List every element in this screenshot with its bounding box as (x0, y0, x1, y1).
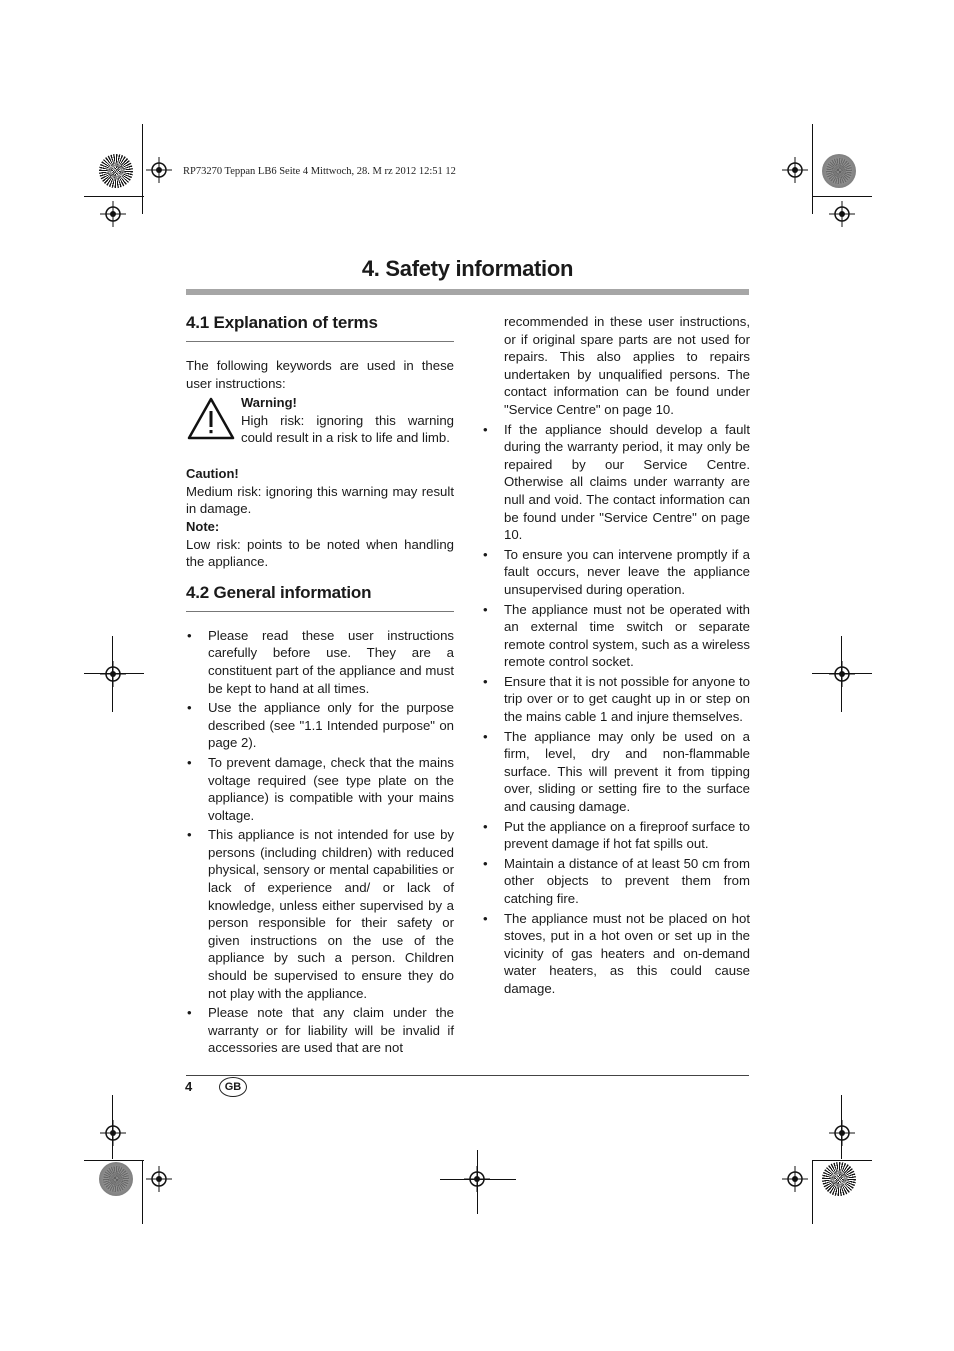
crop-line (812, 673, 872, 674)
list-item: • To ensure you can intervene promptly if a fault occurs, never leave the appliance unsupervised during operation. (482, 546, 750, 599)
crop-line (841, 1095, 842, 1159)
list-item: • Ensure that it is not possible for anyone to trip over or to get caught up in or step on the mains cable 1 and injure themselves. (482, 673, 750, 726)
registration-mark-icon (100, 1120, 126, 1146)
crop-line (84, 673, 144, 674)
crop-line (812, 124, 813, 214)
list-item: • This appliance is not intended for use by persons (including children) with reduced physical, sensory or mental capabilities or lack of experience and/ or lack of knowledge, unless either supervised by a person responsible for their safety or given instructions on the use of the appliance by such a person. Children should be supervised to ensure they do not play with the appliance. (186, 826, 454, 1002)
crop-line (84, 196, 144, 197)
list-item: • If the appliance should develop a fault during the warranty period, it may only be repaired by our Service Centre. Otherwise all claims under warranty are null and void. The contact information can be found under "Service Centre" on page 10. (482, 421, 750, 544)
crop-line (812, 1160, 813, 1224)
section-heading: 4.2 General information (186, 583, 454, 612)
color-wheel-mark (822, 1162, 856, 1196)
color-wheel-mark (99, 1162, 133, 1196)
crop-line (142, 1160, 143, 1224)
registration-mark-icon (829, 661, 855, 687)
intro-text: The following keywords are used in these user instructions: (186, 358, 454, 391)
print-slug: RP73270 Teppan LB6 Seite 4 Mittwoch, 28. M rz 2012 12:51 12 (183, 166, 456, 177)
color-wheel-mark (822, 154, 856, 188)
list-item: • The appliance must not be operated with an external time switch or separate remote control system, such as a wireless remote control socket. (482, 601, 750, 671)
language-badge: GB (219, 1077, 247, 1097)
list-item: • Maintain a distance of at least 50 cm from other objects to prevent them from catching fire. (482, 855, 750, 908)
right-column (482, 313, 750, 1000)
registration-mark-icon (100, 201, 126, 227)
caution-label: Caution! (186, 466, 239, 482)
warning-triangle-icon (187, 396, 235, 440)
left-column (186, 313, 454, 1059)
registration-mark-icon (782, 1166, 808, 1192)
list-item: • The appliance must not be placed on hot stoves, put in a hot oven or set up in the vicinity of gas heaters and on-demand water heaters, as this could cause damage. (482, 910, 750, 998)
crop-line (84, 1160, 144, 1161)
general-info-list-left (186, 627, 454, 1057)
warning-text: High risk: ignoring this warning could result in a risk to life and limb. (241, 412, 454, 446)
crop-line (841, 636, 842, 712)
crop-line (812, 196, 872, 197)
caution-text: Medium risk: ignoring this warning may result in damage. (186, 483, 454, 517)
list-item: • Please read these user instructions carefully before use. They are a constituent part of the appliance and must be kept to hand at all times. (186, 627, 454, 697)
crop-line (440, 1179, 516, 1180)
crop-line (477, 1150, 478, 1214)
page-title: 4. Safety information (361, 256, 574, 281)
registration-mark-icon (782, 157, 808, 183)
general-info-list-right (482, 421, 750, 998)
list-item: • Use the appliance only for the purpose described (see "1.1 Intended purpose" on page 2). (186, 699, 454, 752)
section-heading: 4.1 Explanation of terms (186, 313, 454, 342)
footer-rule (186, 1075, 749, 1076)
crop-line (142, 124, 143, 214)
crop-line (112, 636, 113, 712)
registration-mark-icon (146, 1166, 172, 1192)
page-number: 4 (185, 1079, 193, 1094)
registration-mark-icon (829, 1120, 855, 1146)
list-item: • To prevent damage, check that the mains voltage required (see type plate on the appliance) is compatible with your mains voltage. (186, 754, 454, 824)
crop-line (812, 1160, 872, 1161)
registration-mark-icon (146, 157, 172, 183)
note-text: Low risk: points to be noted when handling the appliance. (186, 536, 454, 570)
warning-label: Warning! (241, 395, 297, 411)
list-item-continuation: recommended in these user instructions, or if original spare parts are not used for repairs. This also applies to repairs undertaken by unqualified persons. The contact information can be found under "Service Centre" on page 10. (504, 314, 750, 417)
list-item: • Put the appliance on a fireproof surface to prevent damage if hot fat spills out. (482, 818, 750, 853)
registration-mark-icon (829, 201, 855, 227)
note-label: Note: (186, 518, 220, 534)
color-wheel-mark (99, 154, 133, 188)
title-rule (186, 289, 749, 295)
registration-mark-icon (100, 661, 126, 687)
crop-line (112, 1095, 113, 1159)
warning-block (186, 394, 454, 464)
list-item: • Please note that any claim under the warranty or for liability will be invalid if accessories are used that are not (186, 1004, 454, 1057)
list-item: • The appliance may only be used on a firm, level, dry and non-flammable surface. This will prevent it from tipping over, sliding or setting fire to the surface and causing damage. (482, 728, 750, 816)
